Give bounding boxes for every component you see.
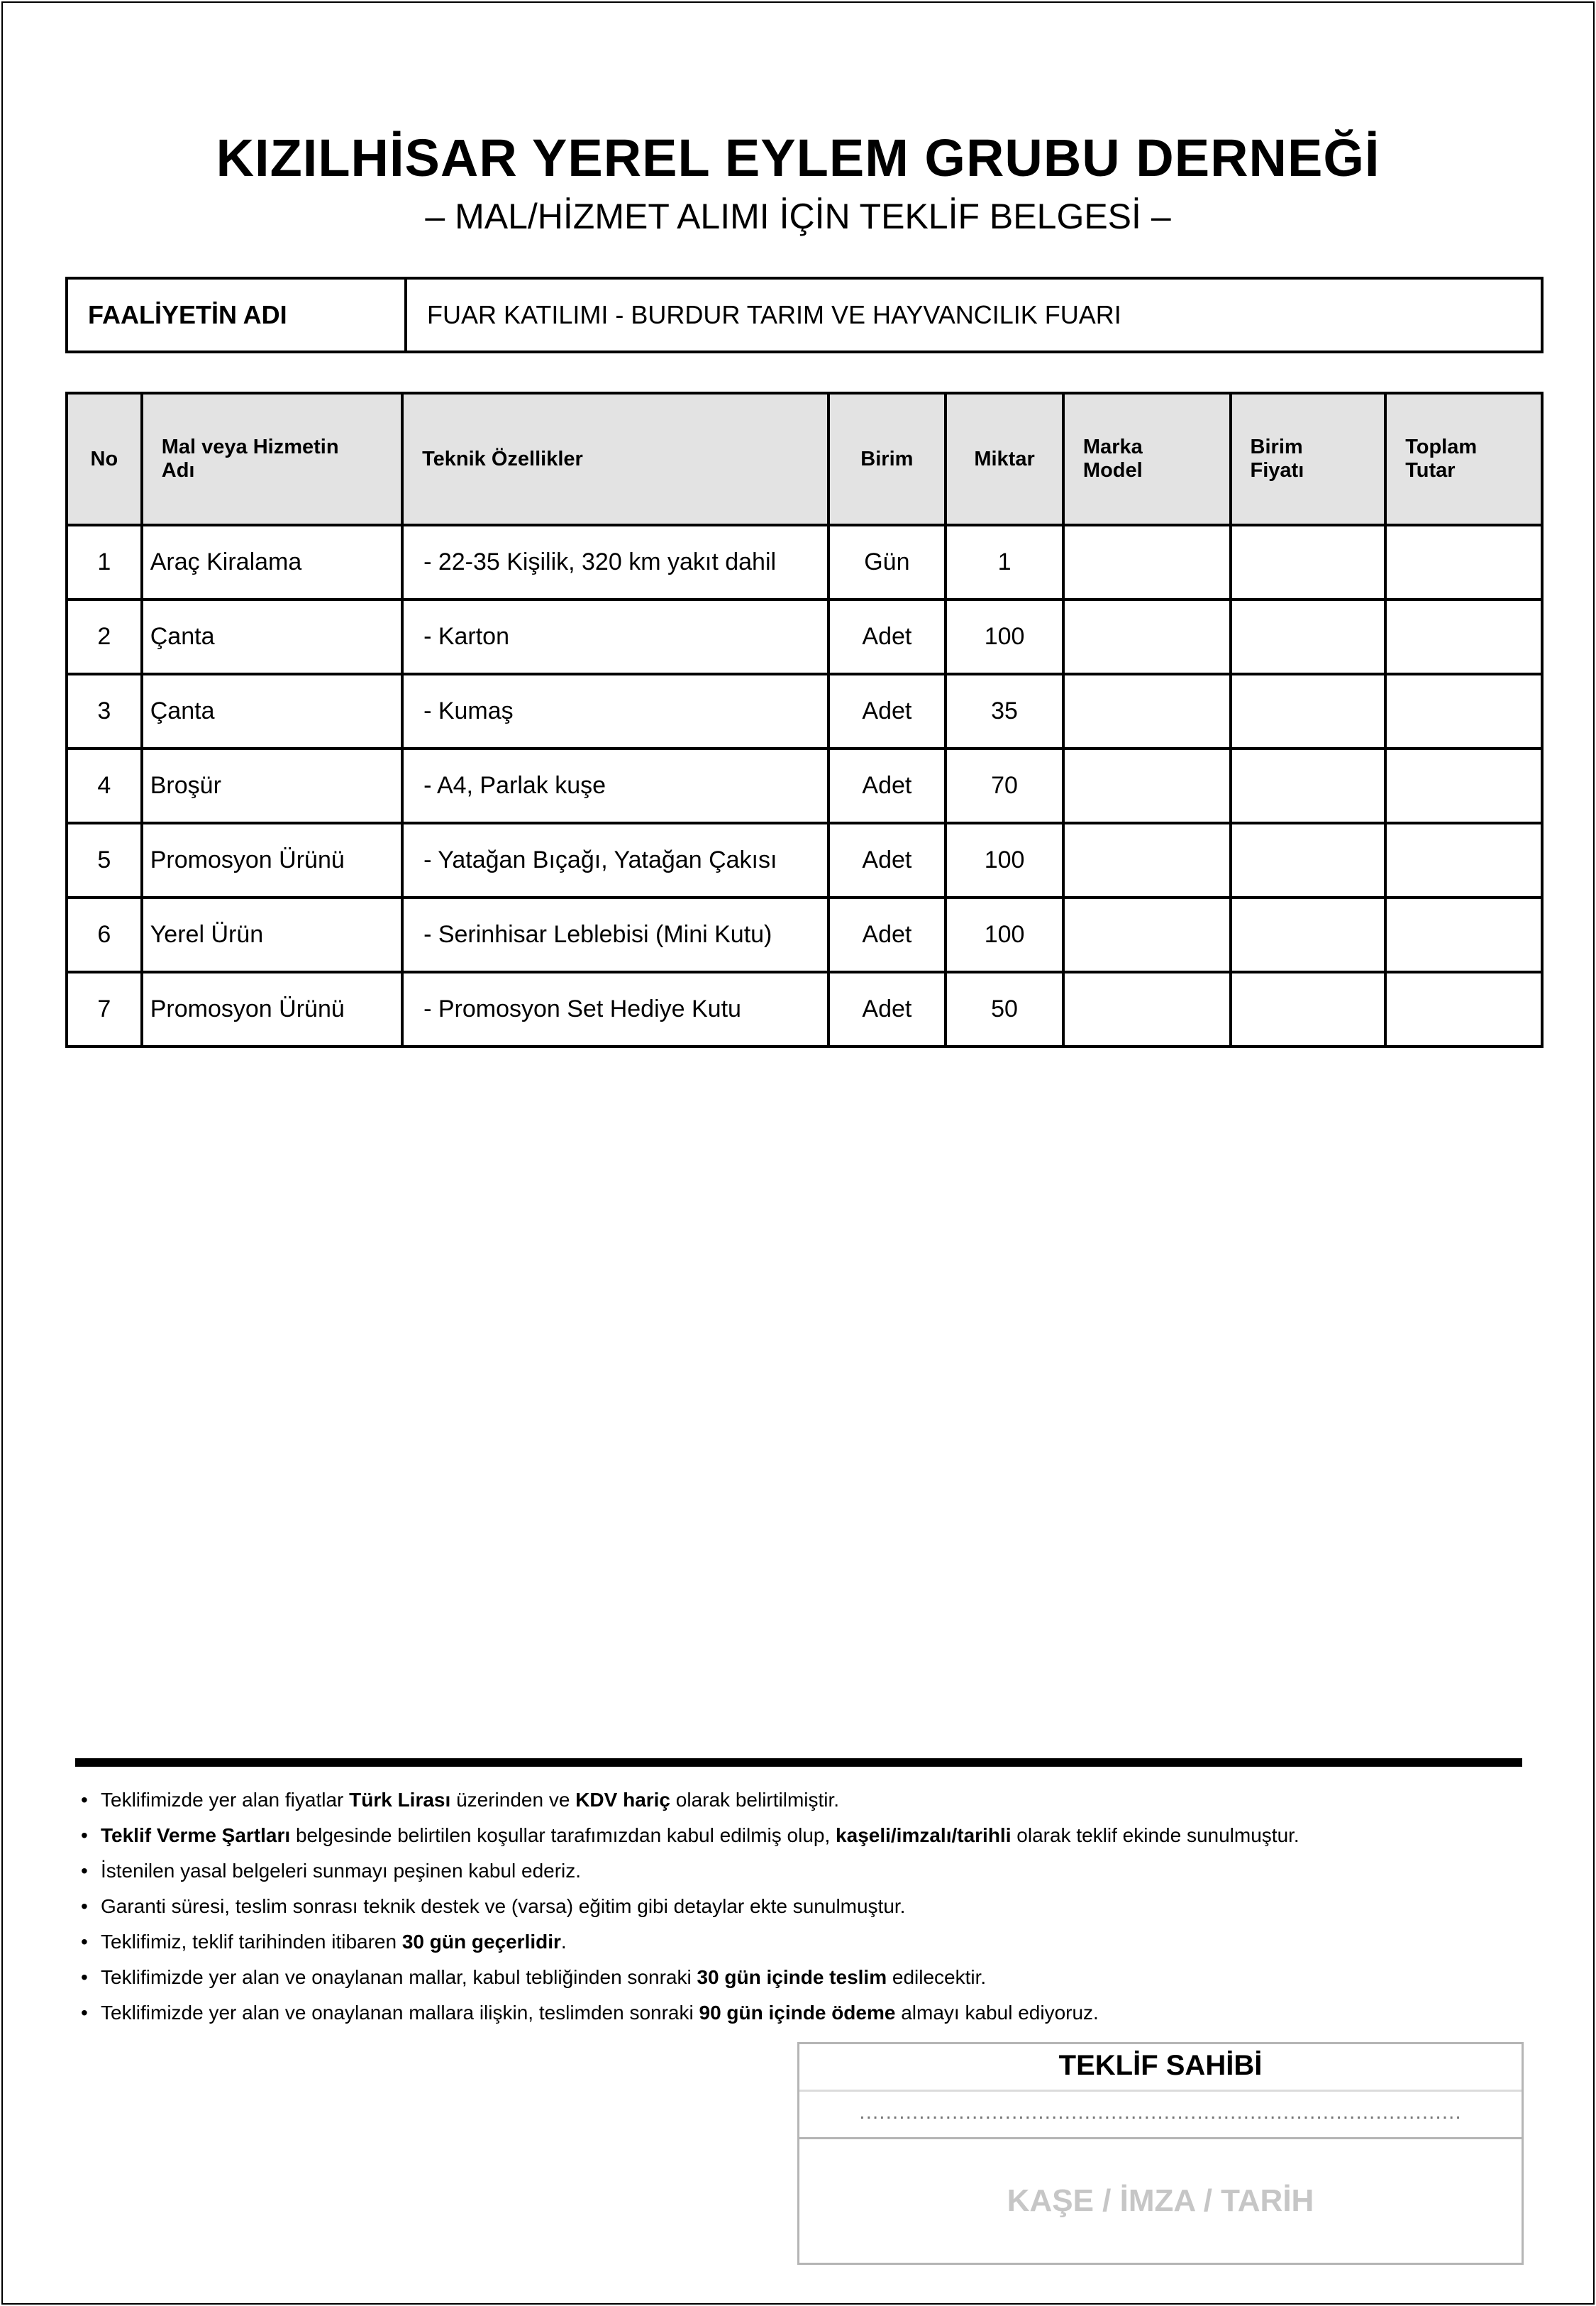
cell-spec: - Karton [402,600,828,674]
cell-brand[interactable] [1063,823,1231,898]
header-qty: Miktar [946,393,1063,525]
cell-qty: 50 [946,972,1063,1047]
list-item: • Teklifimiz, teklif tarihinden itibaren 30 gün geçerlidir. [78,1924,1539,1960]
cell-qty: 1 [946,525,1063,600]
cell-qty: 100 [946,600,1063,674]
cell-unit: Gün [829,525,946,600]
cell-brand[interactable] [1063,898,1231,972]
table-row [67,823,1542,898]
cell-no: 7 [67,972,142,1047]
document-subtitle: – MAL/HİZMET ALIMI İÇİN TEKLİF BELGESİ – [425,197,1171,236]
cell-brand[interactable] [1063,749,1231,823]
cell-name: Çanta [142,600,402,674]
section-divider [75,1758,1522,1767]
cell-qty: 100 [946,823,1063,898]
list-item: • Garanti süresi, teslim sonrası teknik destek ve (varsa) eğitim gibi detaylar ekte sunulmuştur. [78,1889,1539,1924]
cell-brand[interactable] [1063,525,1231,600]
document-title: KIZILHİSAR YEREL EYLEM GRUBU DERNEĞİ [216,128,1380,187]
cell-no: 4 [67,749,142,823]
cell-name: Promosyon Ürünü [142,823,402,898]
cell-no: 2 [67,600,142,674]
list-item: • Teklifimizde yer alan ve onaylanan mallar, kabul tebliğinden sonraki 30 gün içinde teslim edilecektir. [78,1960,1539,1995]
terms-list [78,1782,1539,2031]
cell-name: Yerel Ürün [142,898,402,972]
list-item: • İstenilen yasal belgeleri sunmayı peşinen kabul ederiz. [78,1853,1539,1889]
activity-value: FUAR KATILIMI - BURDUR TARIM VE HAYVANCILIK FUARI [406,278,1542,352]
cell-total[interactable] [1385,898,1542,972]
cell-spec: - Serinhisar Leblebisi (Mini Kutu) [402,898,828,972]
list-item: • Teklifimizde yer alan ve onaylanan mallara ilişkin, teslimden sonraki 90 gün içinde ödeme almayı kabul ediyoruz. [78,1995,1539,2031]
activity-table [65,277,1544,353]
activity-label: FAALİYETİN ADI [67,278,406,352]
cell-brand[interactable] [1063,600,1231,674]
cell-spec: - A4, Parlak kuşe [402,749,828,823]
cell-name: Çanta [142,674,402,749]
header-total: Toplam Tutar [1385,393,1542,525]
table-row [67,749,1542,823]
cell-unit: Adet [829,749,946,823]
list-item: • Teklifimizde yer alan fiyatlar Türk Lirası üzerinden ve KDV hariç olarak belirtilmiştir. [78,1782,1539,1818]
cell-unit-price[interactable] [1231,525,1386,600]
cell-total[interactable] [1385,674,1542,749]
cell-spec: - Yatağan Bıçağı, Yatağan Çakısı [402,823,828,898]
cell-brand[interactable] [1063,972,1231,1047]
items-table [65,392,1544,1048]
table-row [67,898,1542,972]
cell-no: 1 [67,525,142,600]
cell-unit-price[interactable] [1231,972,1386,1047]
cell-name: Promosyon Ürünü [142,972,402,1047]
cell-total[interactable] [1385,972,1542,1047]
cell-qty: 70 [946,749,1063,823]
cell-unit: Adet [829,972,946,1047]
cell-spec: - Kumaş [402,674,828,749]
cell-no: 3 [67,674,142,749]
cell-unit-price[interactable] [1231,823,1386,898]
cell-brand[interactable] [1063,674,1231,749]
table-row [67,600,1542,674]
cell-unit-price[interactable] [1231,674,1386,749]
cell-name: Araç Kiralama [142,525,402,600]
cell-no: 5 [67,823,142,898]
cell-no: 6 [67,898,142,972]
header-unit: Birim [829,393,946,525]
cell-total[interactable] [1385,823,1542,898]
cell-unit: Adet [829,600,946,674]
header-row [67,393,1542,525]
list-item: • Teklif Verme Şartları belgesinde belirtilen koşullar tarafımızdan kabul edilmiş olup, kaşeli/imzalı/tarihli olarak teklif ekinde sunulmuştur. [78,1818,1539,1853]
cell-qty: 35 [946,674,1063,749]
cell-spec: - 22-35 Kişilik, 320 km yakıt dahil [402,525,828,600]
cell-name: Broşür [142,749,402,823]
cell-total[interactable] [1385,749,1542,823]
cell-unit-price[interactable] [1231,749,1386,823]
table-row [67,674,1542,749]
cell-unit: Adet [829,823,946,898]
header-name: Mal veya Hizmetin Adı [142,393,402,525]
signature-line[interactable]: ........................................................................................... [799,2092,1522,2139]
table-row [67,972,1542,1047]
cell-unit-price[interactable] [1231,898,1386,972]
cell-unit: Adet [829,898,946,972]
signature-title: TEKLİF SAHİBİ [799,2044,1522,2092]
cell-qty: 100 [946,898,1063,972]
signature-box [797,2042,1524,2265]
header-no: No [67,393,142,525]
cell-unit-price[interactable] [1231,600,1386,674]
cell-unit: Adet [829,674,946,749]
header-spec: Teknik Özellikler [402,393,828,525]
header-brand: Marka Model [1063,393,1231,525]
header-unit-price: Birim Fiyatı [1231,393,1386,525]
cell-spec: - Promosyon Set Hediye Kutu [402,972,828,1047]
table-row [67,525,1542,600]
cell-total[interactable] [1385,525,1542,600]
stamp-area[interactable]: KAŞE / İMZA / TARİH [1007,2183,1314,2218]
cell-total[interactable] [1385,600,1542,674]
